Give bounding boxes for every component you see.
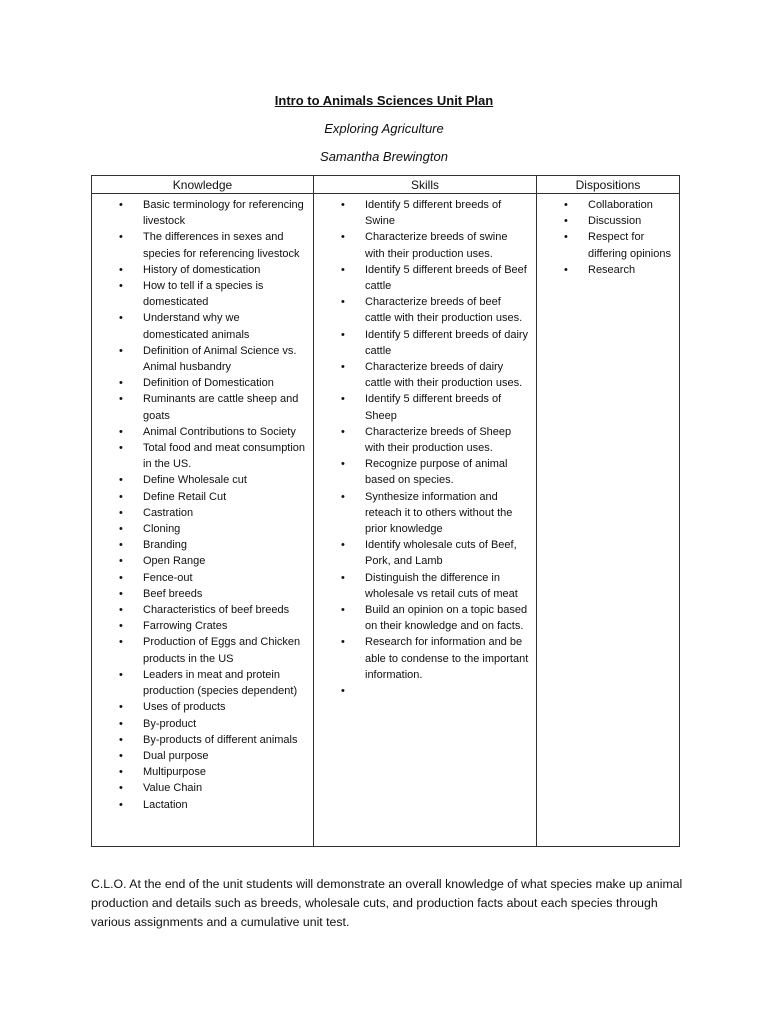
knowledge-item: • Multipurpose: [92, 764, 313, 780]
knowledge-item: • Castration: [92, 505, 313, 521]
skill-item: • Recognize purpose of animal based on species.: [314, 456, 536, 488]
clo-paragraph: C.L.O. At the end of the unit students will demonstrate an overall knowledge of what species make up animal production and details such as breeds, wholesale cuts, and production facts about each species through various assignments and a cumulative unit test.: [91, 877, 683, 929]
skill-item: [314, 683, 536, 699]
document-author: Samantha Brewington: [320, 149, 448, 164]
knowledge-item: • Characteristics of beef breeds: [92, 602, 313, 618]
skill-item: • Identify 5 different breeds of Beef cattle: [314, 262, 536, 294]
knowledge-item: • Lactation: [92, 797, 313, 813]
knowledge-item: • Total food and meat consumption in the US.: [92, 440, 313, 472]
header-dispositions: Dispositions: [537, 176, 680, 194]
knowledge-item: • Understand why we domesticated animals: [92, 310, 313, 342]
knowledge-item: • Animal Contributions to Society: [92, 424, 313, 440]
dispositions-list: [537, 197, 679, 278]
skill-item: • Research for information and be able to condense to the important information.: [314, 634, 536, 683]
skill-item: • Characterize breeds of beef cattle with their production uses.: [314, 294, 536, 326]
knowledge-item: • Fence-out: [92, 570, 313, 586]
skill-item: • Identify 5 different breeds of dairy cattle: [314, 327, 536, 359]
knowledge-item: • Open Range: [92, 553, 313, 569]
disposition-item: • Research: [537, 262, 679, 278]
document-subtitle: Exploring Agriculture: [324, 121, 444, 136]
knowledge-item: • Leaders in meat and protein production (species dependent): [92, 667, 313, 699]
skill-item: • Characterize breeds of Sheep with their production uses.: [314, 424, 536, 456]
knowledge-item: • Define Retail Cut: [92, 489, 313, 505]
knowledge-cell: [92, 194, 314, 847]
knowledge-item: • History of domestication: [92, 262, 313, 278]
skill-item: • Characterize breeds of dairy cattle with their production uses.: [314, 359, 536, 391]
knowledge-item: • The differences in sexes and species for referencing livestock: [92, 229, 313, 261]
table-header-row: [92, 176, 680, 194]
skills-list: [314, 197, 536, 699]
skill-item: • Build an opinion on a topic based on their knowledge and on facts.: [314, 602, 536, 634]
knowledge-item: • Beef breeds: [92, 586, 313, 602]
document-title: Intro to Animals Sciences Unit Plan: [274, 93, 494, 108]
disposition-item: • Respect for differing opinions: [537, 229, 679, 261]
skill-item: • Synthesize information and reteach it to others without the prior knowledge: [314, 489, 536, 538]
header-skills: Skills: [314, 176, 537, 194]
table-body-row: [92, 194, 680, 847]
knowledge-item: • Branding: [92, 537, 313, 553]
disposition-item: • Collaboration: [537, 197, 679, 213]
knowledge-item: • By-product: [92, 716, 313, 732]
skills-cell: [314, 194, 537, 847]
knowledge-item: • By-products of different animals: [92, 732, 313, 748]
skill-item: • Identify 5 different breeds of Sheep: [314, 391, 536, 423]
knowledge-item: • How to tell if a species is domesticated: [92, 278, 313, 310]
dispositions-cell: [537, 194, 680, 847]
header-knowledge: Knowledge: [92, 176, 314, 194]
knowledge-item: • Production of Eggs and Chicken products in the US: [92, 634, 313, 666]
knowledge-item: • Ruminants are cattle sheep and goats: [92, 391, 313, 423]
knowledge-item: • Cloning: [92, 521, 313, 537]
knowledge-item: • Uses of products: [92, 699, 313, 715]
knowledge-item: • Farrowing Crates: [92, 618, 313, 634]
unit-plan-table: [91, 175, 680, 847]
skill-item: • Identify wholesale cuts of Beef, Pork, and Lamb: [314, 537, 536, 569]
knowledge-item: • Definition of Animal Science vs. Animal husbandry: [92, 343, 313, 375]
knowledge-item: • Basic terminology for referencing livestock: [92, 197, 313, 229]
knowledge-item: • Definition of Domestication: [92, 375, 313, 391]
skill-item: • Identify 5 different breeds of Swine: [314, 197, 536, 229]
skill-item: • Distinguish the difference in wholesale vs retail cuts of meat: [314, 570, 536, 602]
knowledge-item: • Define Wholesale cut: [92, 472, 313, 488]
knowledge-item: • Value Chain: [92, 780, 313, 796]
skill-item: • Characterize breeds of swine with their production uses.: [314, 229, 536, 261]
knowledge-list: [92, 197, 313, 813]
knowledge-item: • Dual purpose: [92, 748, 313, 764]
disposition-item: • Discussion: [537, 213, 679, 229]
